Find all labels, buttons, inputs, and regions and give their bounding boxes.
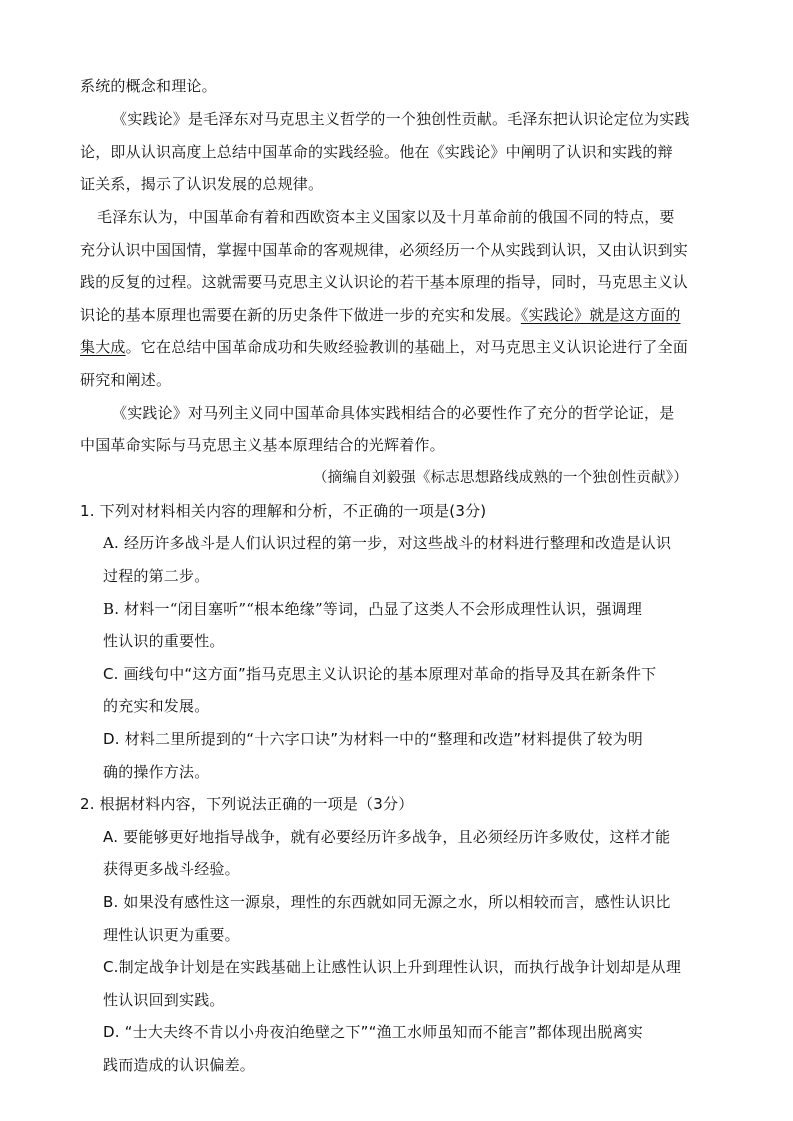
option-line: 的充实和发展。 xyxy=(103,697,210,715)
paragraph-line: 《实践论》是毛泽东对马克思主义哲学的一个独创性贡献。毛泽东把认识论定位为实践 xyxy=(112,110,690,128)
underlined-sentence: 《实践论》就是这方面的 xyxy=(520,306,681,324)
option-line: D. 材料二里所提到的“十六字口诀”为材料一中的“整理和改造”材料提供了较为明 xyxy=(103,730,643,748)
paragraph-line: 《实践论》对马列主义同中国革命具体实践相结合的必要性作了充分的哲学论证，是 xyxy=(112,404,675,422)
paragraph-line: 充分认识中国国情，掌握中国革命的客观规律，必须经历一个从实践到认识，又由认识到实 xyxy=(80,241,689,259)
paragraph-line: 中国革命实际与马克思主义基本原理结合的光辉着作。 xyxy=(80,436,445,454)
option-line: 获得更多战斗经验。 xyxy=(103,860,240,878)
underlined-sentence: 集大成 xyxy=(80,338,126,356)
paragraph-line: 证关系，揭示了认识发展的总规律。 xyxy=(80,175,324,193)
sentence-fragment: 。它在总结中国革命成功和失败经验教训的基础上，对马克思主义认识论进行了全面 xyxy=(125,338,689,356)
source-citation: （摘编自刘毅强《标志思想路线成熟的一个独创性贡献》） xyxy=(313,470,688,486)
option-line: A. 经历许多战斗是人们认识过程的第一步，对这些战斗的材料进行整理和改造是认识 xyxy=(103,534,672,552)
sentence-fragment: 识论的基本原理也需要在新的历史条件下做进一步的充实和发展。 xyxy=(80,306,521,324)
option-line: 理性认识更为重要。 xyxy=(103,926,240,944)
paragraph-line xyxy=(80,305,681,325)
option-line: 确的操作方法。 xyxy=(103,763,210,781)
question-stem: 2. 根据材料内容，下列说法正确的一项是（3分） xyxy=(80,795,414,813)
paragraph-line: 论，即从认识高度上总结中国革命的实践经验。他在《实践论》中阐明了认识和实践的辩 xyxy=(80,143,673,161)
paragraph-line: 毛泽东认为，中国革命有着和西欧资本主义国家以及十月革命前的俄国不同的特点，要 xyxy=(97,208,675,226)
option-line: 性认识的重要性。 xyxy=(103,632,225,650)
option-line: 践而造成的认识偏差。 xyxy=(103,1056,256,1074)
paragraph-line: 系统的概念和理论。 xyxy=(80,77,217,95)
option-line: D. “士大夫终不肯以小舟夜泊绝壁之下”“渔工水师虽知而不能言”都体现出脱离实 xyxy=(103,1023,643,1041)
option-line: 过程的第二步。 xyxy=(103,567,210,585)
paragraph-line: 践的反复的过程。这就需要马克思主义认识论的若干基本原理的指导，同时，马克思主义认 xyxy=(80,273,689,291)
paragraph-line: 研究和阐述。 xyxy=(80,371,172,389)
option-line: C. 画线句中“这方面”指马克思主义认识论的基本原理对革命的指导及其在新条件下 xyxy=(103,665,657,683)
paragraph-line xyxy=(80,337,688,357)
option-line: C.制定战争计划是在实践基础上让感性认识上升到理性认识，而执行战争计划却是从理 xyxy=(103,958,682,976)
option-line: B. 如果没有感性这一源泉，理性的东西就如同无源之水，所以相较而言，感性认识比 xyxy=(103,893,671,911)
question-stem: 1. 下列对材料相关内容的理解和分析，不正确的一项是(3分) xyxy=(80,502,487,520)
option-line: A. 要能够更好地指导战争，就有必要经历许多战争，且必须经历许多败仗，这样才能 xyxy=(103,828,671,846)
option-line: 性认识回到实践。 xyxy=(103,991,225,1009)
option-line: B. 材料一“闭目塞听”“根本绝缘”等词，凸显了这类人不会形成理性认识，强调理 xyxy=(103,600,643,618)
